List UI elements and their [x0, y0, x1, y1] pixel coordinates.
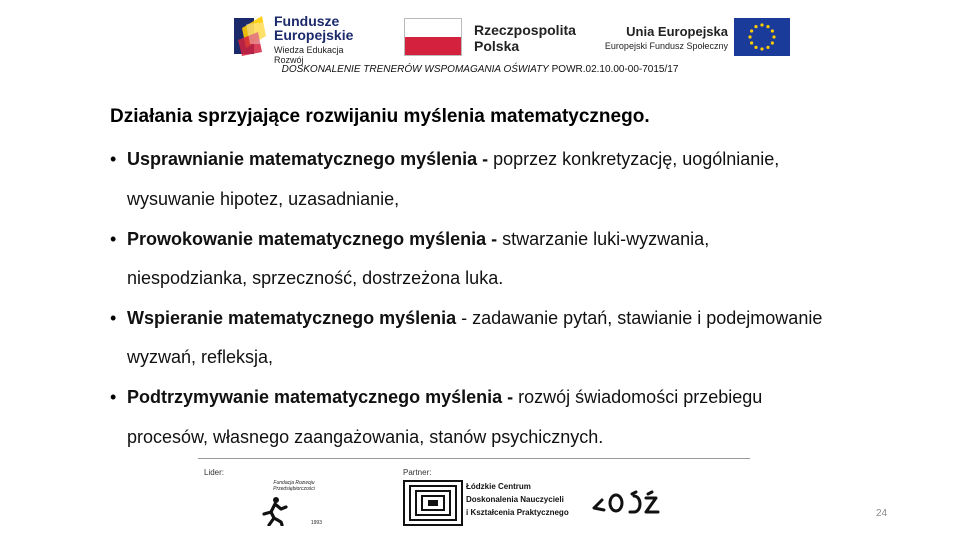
bullet-4-cont: procesów, własnego zaangażowania, stanów psychicznych.	[127, 427, 604, 447]
eu-star-icon	[766, 46, 769, 49]
bullet-2-cont: niespodzianka, sprzeczność, dostrzeżona luka.	[127, 268, 504, 288]
lider-small-text: Fundacja Rozwoju Przedsiębiorczości	[273, 480, 315, 492]
partner-name-line2: Doskonalenia Nauczycieli	[466, 495, 564, 504]
eu-star-icon	[750, 41, 753, 44]
running-figure-icon	[260, 496, 290, 526]
unia-europejska-logo	[600, 18, 790, 58]
eu-star-icon	[772, 35, 775, 38]
footer-divider	[198, 458, 750, 459]
bullet-1-text: poprzez konkretyzację, uogólnianie,	[493, 149, 780, 169]
lodz-wordmark-icon	[590, 486, 670, 516]
fundusze-europejskie-logo	[232, 13, 372, 65]
ue-line2: Europejski Fundusz Społeczny	[604, 41, 728, 51]
bullet-3-text: - zadawanie pytań, stawianie i podejmowanie	[456, 308, 823, 328]
partner-label: Partner:	[403, 468, 432, 477]
slide-page-number: 24	[876, 508, 888, 519]
bullet-4-text: rozwój świadomości przebiegu	[518, 387, 763, 407]
polish-flag-icon	[404, 18, 462, 56]
bullet-4-line	[127, 387, 762, 408]
rzeczpospolita-polska-logo	[404, 18, 574, 58]
fundusze-europejskie-emblem-icon	[232, 14, 270, 58]
fundusze-line1: Fundusze	[274, 13, 340, 29]
project-title: DOSKONALENIE TRENERÓW WSPOMAGANIA OŚWIATY	[281, 64, 549, 75]
partner-emblem-icon	[403, 480, 463, 526]
bullet-2-text: stwarzanie luki-wyzwania,	[502, 229, 710, 249]
bullet-1-cont: wysuwanie hipotez, uzasadnianie,	[127, 189, 400, 209]
lodz-logo	[590, 486, 670, 516]
partner-name-line3: i Kształcenia Praktycznego	[466, 508, 569, 517]
eu-star-icon	[760, 47, 763, 50]
project-code: POWR.02.10.00-00-7015/17	[548, 64, 679, 75]
eu-star-icon	[754, 25, 757, 28]
eu-star-icon	[748, 35, 751, 38]
eu-flag-icon	[734, 18, 790, 56]
bullet-2-line	[127, 229, 709, 250]
bullet-1-line	[127, 149, 779, 170]
eu-star-icon	[771, 41, 774, 44]
eu-star-icon	[750, 29, 753, 32]
fundusze-line3: Wiedza Edukacja Rozwój	[274, 45, 344, 65]
lider-year: 1993	[310, 520, 322, 526]
ue-line1: Unia Europejska	[626, 24, 728, 39]
lider-logo	[256, 478, 326, 528]
bullet-marker: •	[110, 149, 117, 169]
bullet-marker: •	[110, 229, 117, 249]
project-code-line	[0, 64, 960, 75]
bullet-2-bold: Prowokowanie matematycznego myślenia -	[127, 229, 503, 249]
eu-star-icon	[771, 29, 774, 32]
slide-title: Działania sprzyjające rozwijaniu myślenia matematycznego.	[110, 106, 650, 127]
eu-star-icon	[754, 46, 757, 49]
bullet-3-line	[127, 308, 822, 329]
partner-name	[466, 480, 569, 519]
lider-label: Lider:	[204, 468, 225, 477]
eu-star-icon	[760, 23, 763, 26]
fundusze-line2: Europejskie	[274, 27, 354, 43]
bullet-marker: •	[110, 387, 117, 407]
eu-star-icon	[766, 25, 769, 28]
bullet-3-cont: wyzwań, refleksja,	[127, 347, 274, 367]
bullet-1-bold: Usprawnianie matematycznego myślenia -	[127, 149, 494, 169]
bullet-marker: •	[110, 308, 117, 328]
partner-name-line1: Łódzkie Centrum	[466, 482, 531, 491]
bullet-4-bold: Podtrzymywanie matematycznego myślenia -	[127, 387, 519, 407]
bullet-3-bold: Wspieranie matematycznego myślenia	[127, 308, 457, 328]
rp-line2: Polska	[474, 38, 520, 54]
rp-line1: Rzeczpospolita	[474, 22, 576, 38]
